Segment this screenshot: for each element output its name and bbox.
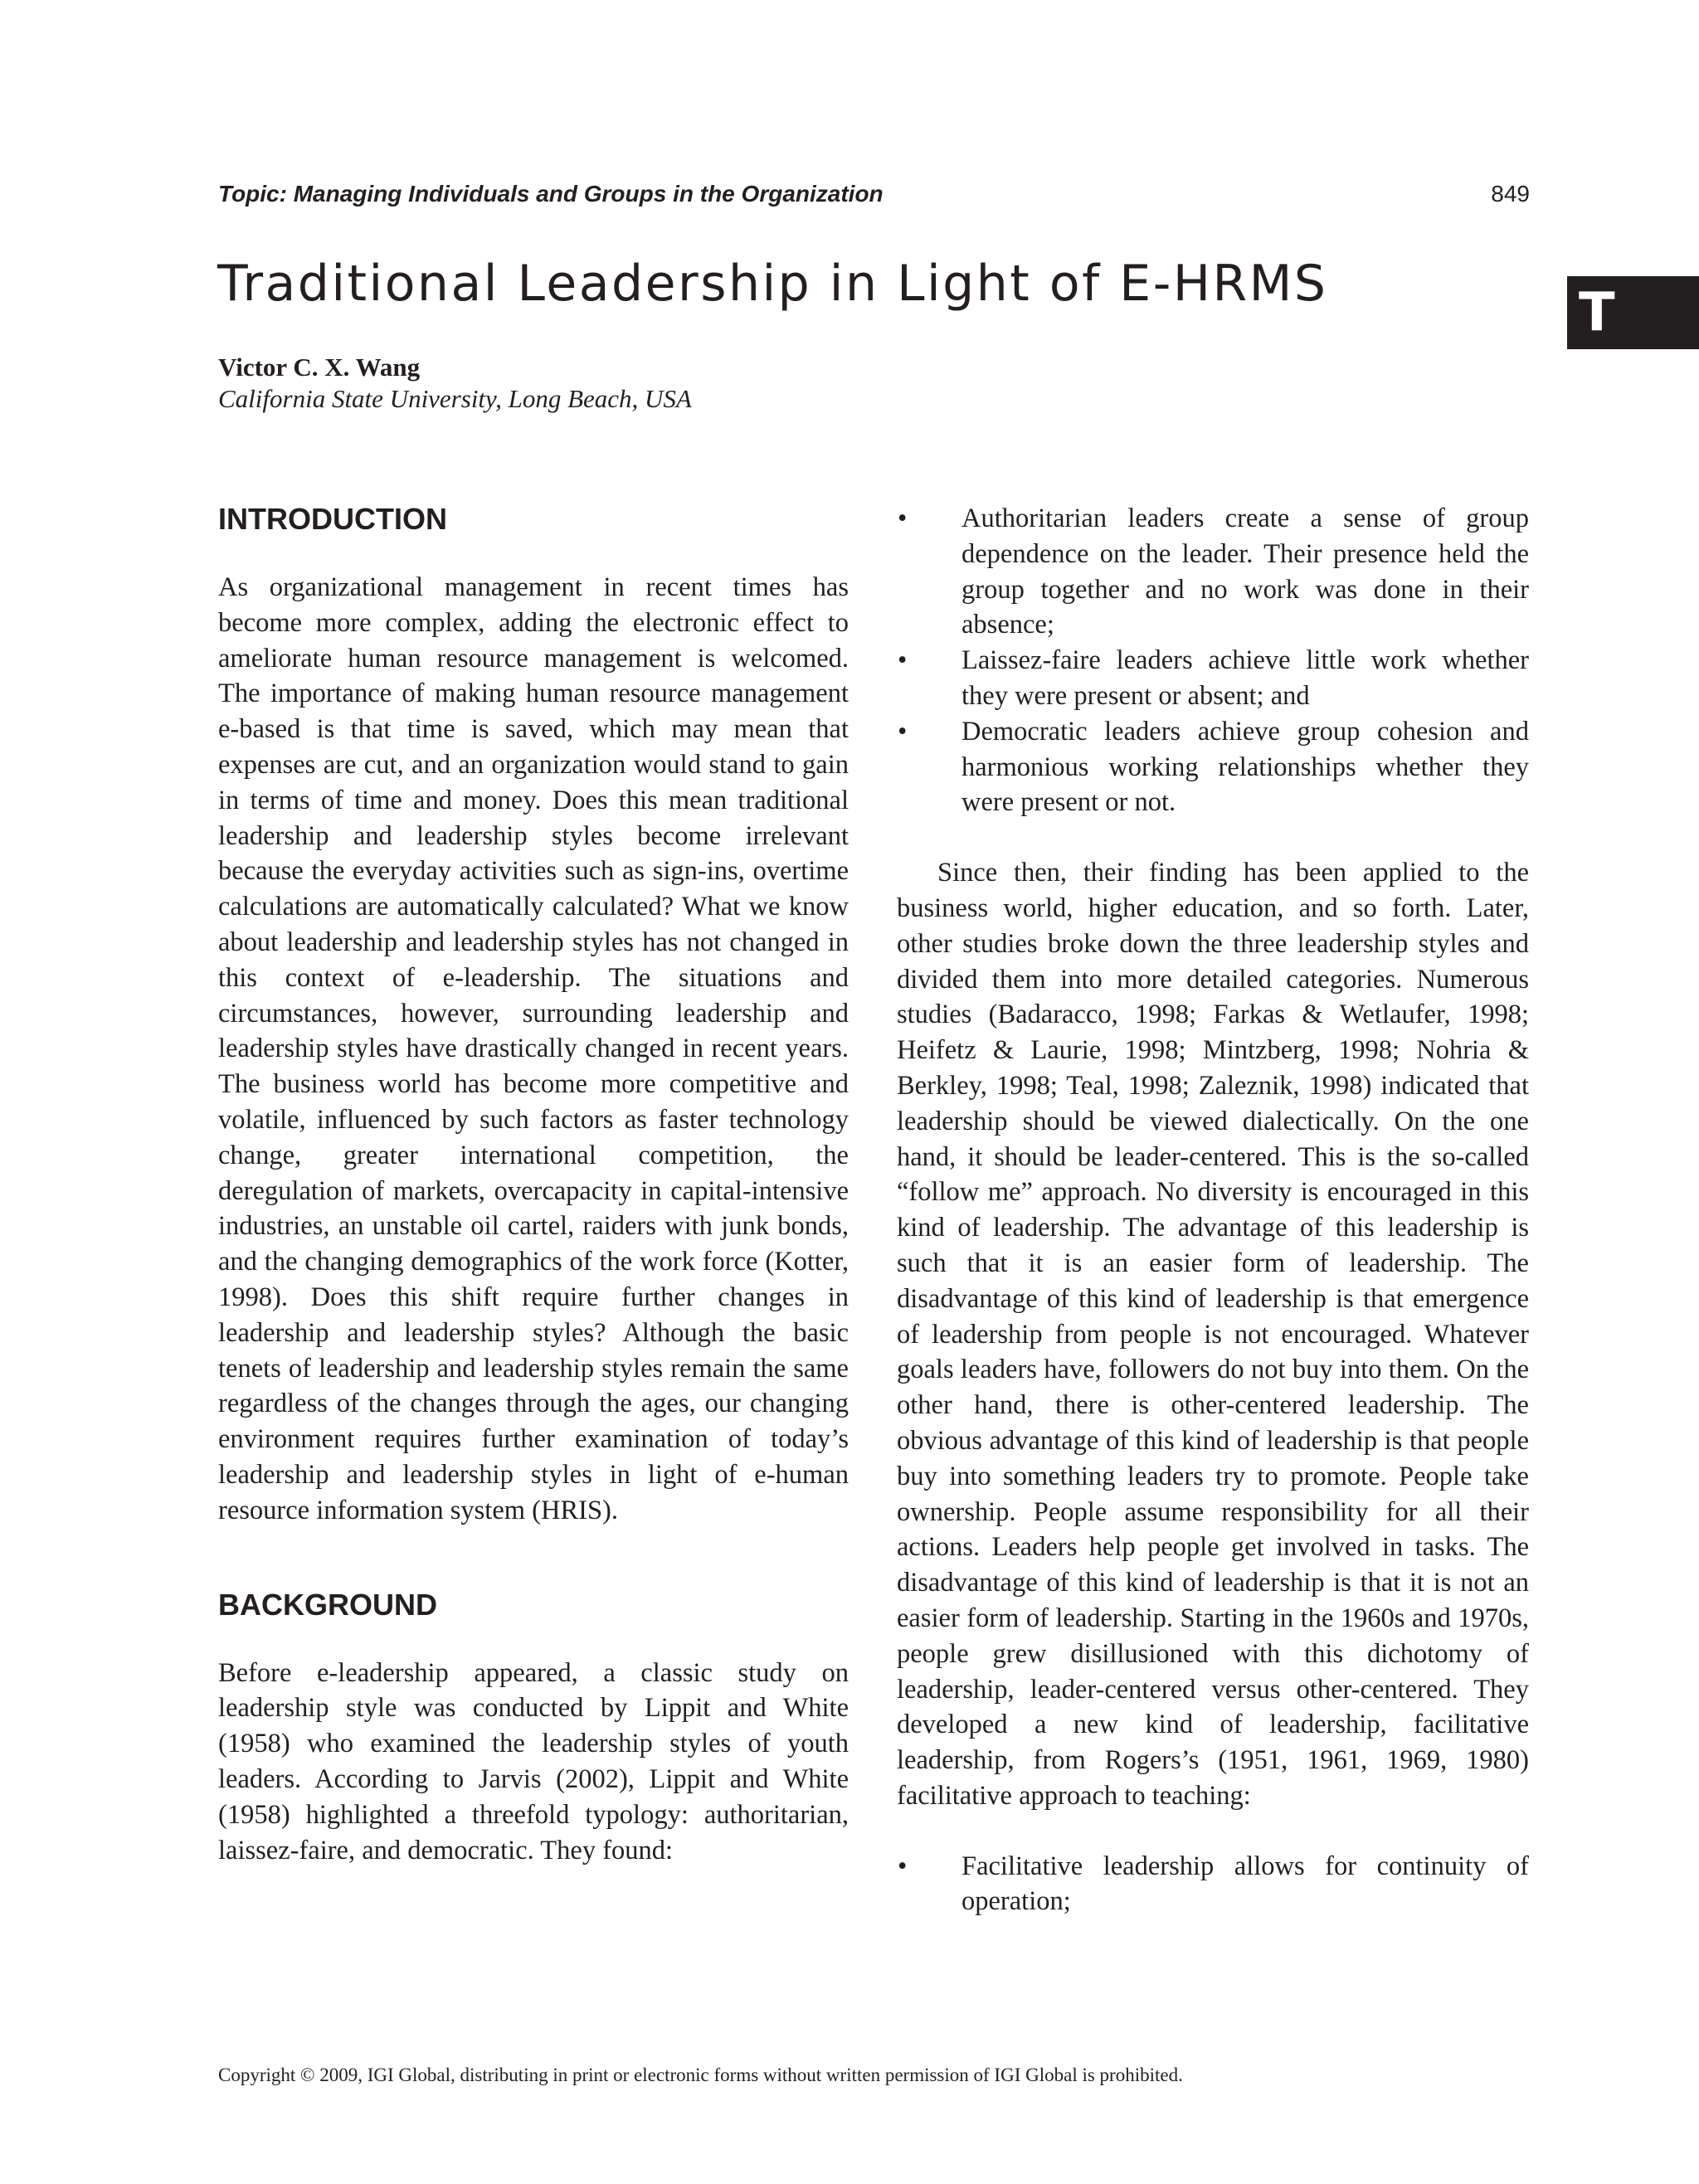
author-name: Victor C. X. Wang (218, 353, 421, 382)
bullet-glyph: • (898, 1851, 908, 1881)
body-paragraph: Since then, their finding has been applied to the business world, higher education, and so forth. Later, other studies broke down the three leadership styles and divided them into more detailed categories. Numerous studies (Badaracco, 1998; Farkas & Wetlaufer, 1998; Heifetz & Laurie, 1998; Mintzberg, 1998; Nohria & Berkley, 1998; Teal, 1998; Zaleznik, 1998) indicated that leadership should be viewed dialectically. On the one hand, it should be leader-centered. This is the so-called “follow me” approach. No diversity is encouraged in this kind of leadership. The advantage of this leadership is such that it is an easier form of leadership. The disadvantage of this kind of leadership is that emergence of leadership from people is not encouraged. Whatever goals leaders have, followers do not buy into them. On the other hand, there is other-centered leadership. The obvious advantage of this kind of leadership is that people buy into something leaders try to promote. People take ownership. People assume responsibility for all their actions. Leaders help people get involved in tasks. The disadvantage of this kind of leadership is that it is not an easier form of leadership. Starting in the 1960s and 1970s, people grew disillusioned with this dichotomy of leadership, leader-centered versus other-centered. They developed a new kind of leadership, facilitative leadership, from Rogers’s (1951, 1961, 1969, 1980) facilitative approach to teaching: (897, 858, 1529, 1811)
list-item (897, 501, 1529, 643)
background-heading: BACKGROUND (218, 1587, 437, 1622)
list-item-text: Authoritarian leaders create a sense of group dependence on the leader. Their presence held the group together and no work was done in their absence; (961, 503, 1529, 640)
introduction-heading: INTRODUCTION (218, 502, 447, 536)
thumb-tab-letter: T (1579, 282, 1615, 343)
list-item (897, 643, 1529, 714)
list-item-text: Laissez-faire leaders achieve little work whether they were present or absent; and (961, 645, 1529, 711)
list-item (897, 1849, 1529, 1920)
bullet-glyph: • (898, 645, 908, 676)
background-paragraph: Before e-leadership appeared, a classic study on leadership style was conducted by Lippit and White (1958) who examined the leadership styles of youth leaders. According to Jarvis (2002), Lippit and White (1958) highlighted a threefold typology: authoritarian, laissez-faire, and democratic. They found: (218, 1657, 849, 1865)
introduction-paragraph: As organizational management in recent times has become more complex, adding the electronic effect to ameliorate human resource management is welcomed. The importance of making human resource management e-based is that time is saved, which may mean that expenses are cut, and an organization would stand to gain in terms of time and money. Does this mean traditional leadership and leadership styles become irrelevant because the everyday activities such as sign-ins, overtime calculations are automatically calculated? What we know about leadership and leadership styles has not changed in this context of e-leadership. The situations and circumstances, however, surrounding leadership and leadership styles have drastically changed in recent years. The business world has become more competitive and volatile, influenced by such factors as faster technology change, greater international competition, the deregulation of markets, overcapacity in capital-intensive industries, an unstable oil cartel, raiders with junk bonds, and the changing demographics of the work force (Kotter, 1998). Does this shift require further changes in leadership and leadership styles? Although the basic tenets of leadership and leadership styles remain the same regardless of the changes through the ages, our changing environment requires further examination of today’s leadership and leadership styles in light of e-human resource information system (HRIS). (218, 572, 849, 1525)
copyright-footer: Copyright © 2009, IGI Global, distributing in print or electronic forms without written permission of IGI Global is prohibited. (218, 2065, 1183, 2085)
article-title: Traditional Leadership in Light of E-HRMS (217, 255, 1328, 313)
right-column (897, 501, 1529, 1919)
section-thumb-tab (1567, 276, 1699, 349)
author-affiliation: California State University, Long Beach, USA (218, 384, 692, 413)
list-item-text: Facilitative leadership allows for continuity of operation; (961, 1851, 1529, 1917)
topic-header: Topic: Managing Individuals and Groups in the Organization (218, 181, 884, 207)
list-item (897, 714, 1529, 820)
page-number: 849 (1491, 181, 1530, 207)
list-item-text: Democratic leaders achieve group cohesion and harmonious working relationships whether they were present or not. (961, 716, 1529, 818)
facilitative-list (897, 1849, 1529, 1920)
bullet-glyph: • (898, 716, 908, 747)
left-column (218, 501, 849, 1868)
findings-list (897, 501, 1529, 820)
bullet-glyph: • (898, 503, 908, 533)
